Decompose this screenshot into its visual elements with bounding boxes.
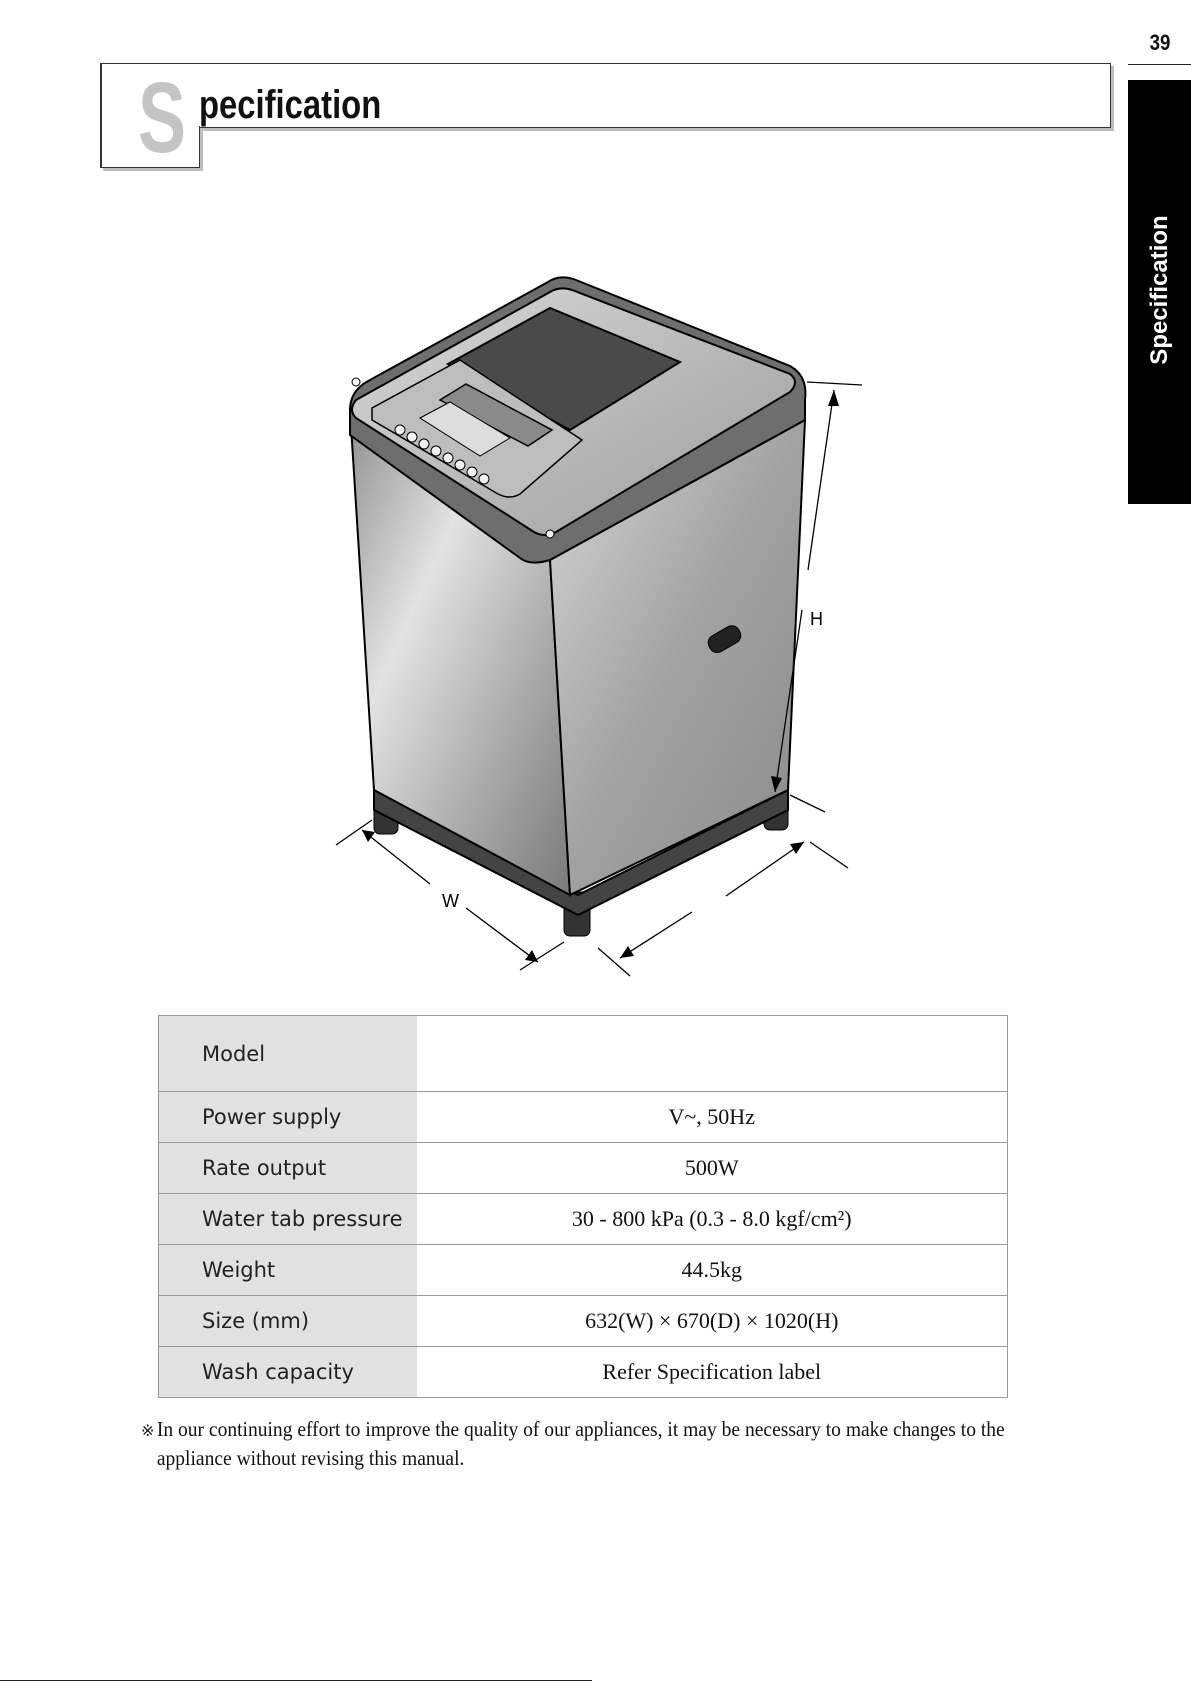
washing-machine-illustration (320, 270, 880, 990)
row-label-weight: Weight (159, 1245, 417, 1296)
row-label-size: Size (mm) (159, 1296, 417, 1347)
table-row (159, 1143, 1008, 1194)
table-row (159, 1347, 1008, 1398)
section-side-tab (1128, 80, 1191, 504)
row-label-wash-capacity: Wash capacity (159, 1347, 417, 1398)
bottom-rule (0, 1680, 592, 1681)
footnote (141, 1415, 1055, 1473)
row-value-power-supply: V~, 50Hz (417, 1092, 1008, 1143)
width-dimension-label: W (442, 891, 459, 911)
page-number-rule (1128, 64, 1191, 65)
specification-table (158, 1015, 1008, 1398)
row-label-rate-output: Rate output (159, 1143, 417, 1194)
table-row (159, 1296, 1008, 1347)
side-tab-label: Specification (1145, 215, 1173, 365)
row-value-water-tab-pressure: 30 - 800 kPa (0.3 - 8.0 kgf/cm²) (417, 1194, 1008, 1245)
row-value-rate-output: 500W (417, 1143, 1008, 1194)
page-title: pecification (199, 83, 382, 127)
row-value-wash-capacity: Refer Specification label (417, 1347, 1008, 1398)
footnote-text: In our continuing effort to improve the quality of our appliances, it may be necessary to make changes to the appliance without revising this manual. (156, 1417, 1005, 1470)
row-value-weight: 44.5kg (417, 1245, 1008, 1296)
row-label-model: Model (159, 1016, 417, 1092)
table-row (159, 1194, 1008, 1245)
title-initial-letter: S (138, 62, 187, 174)
row-label-water-tab-pressure: Water tab pressure (159, 1194, 417, 1245)
row-label-power-supply: Power supply (159, 1092, 417, 1143)
row-value-size: 632(W) × 670(D) × 1020(H) (417, 1296, 1008, 1347)
table-row (159, 1245, 1008, 1296)
row-value-model (417, 1016, 1008, 1092)
height-dimension-label: H (810, 609, 823, 629)
page-number: 39 (1149, 30, 1171, 55)
table-row (159, 1092, 1008, 1143)
table-row (159, 1016, 1008, 1092)
reference-mark-icon: ※ (141, 1423, 155, 1440)
